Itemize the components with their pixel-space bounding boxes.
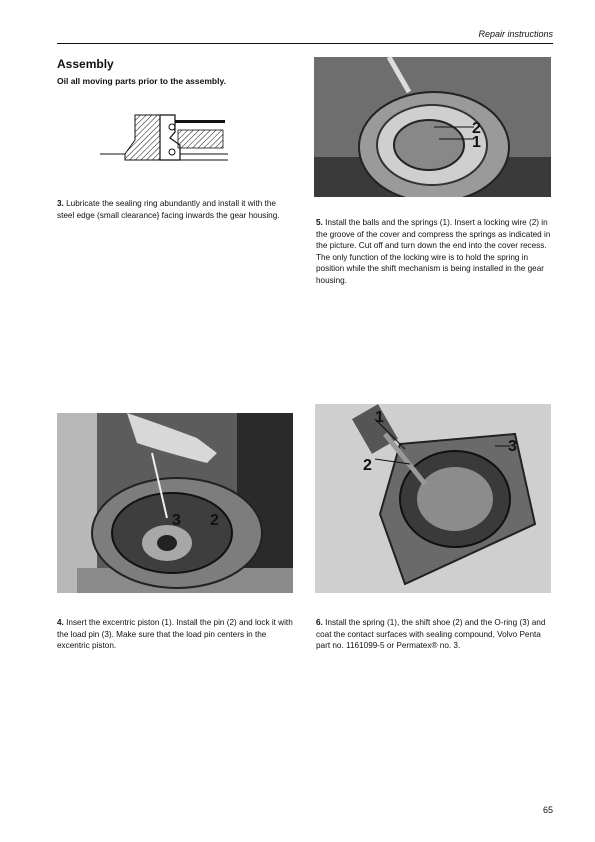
label-2: 2	[472, 120, 481, 137]
label-3: 3	[508, 438, 517, 455]
header-rule	[57, 43, 553, 44]
sealing-ring-diagram	[100, 110, 230, 170]
photo-step-4	[57, 413, 293, 593]
label-3: 3	[172, 512, 181, 529]
label-2: 2	[363, 457, 372, 474]
header-title: Repair instructions	[478, 29, 553, 39]
step-6-caption: 6. Install the spring (1), the shift shoe (2) and the O-ring (3) and coat the contact surfaces with sealing compound, Volvo Penta part no. 1161099-5 or Permatex® no. 3.	[316, 618, 546, 650]
section-subtitle: Oil all moving parts prior to the assembly.	[57, 76, 226, 86]
label-1: 1	[375, 409, 384, 426]
section-title: Assembly	[57, 57, 114, 71]
photo-step-5	[314, 57, 551, 197]
step-4-caption: 4. Insert the excentric piston (1). Install the pin (2) and lock it with the load pin (3). Make sure that the load pin centers in the excentric piston.	[57, 618, 293, 650]
step-3-caption: 3. Lubricate the sealing ring abundantly and install it with the steel edge (small clearance} facing inwards the gear housing.	[57, 199, 280, 220]
photo-step-6	[315, 404, 551, 593]
label-2: 2	[210, 512, 219, 529]
label-1: 1	[472, 134, 481, 151]
page-number: 65	[542, 805, 553, 815]
step-5-caption: 5. Install the balls and the springs (1). Insert a locking wire (2) in the groove of the cover and compress the springs as indicated in the picture. Cut off and turn down the end into the cover recess. The only function of the locking wire is to hold the spring in position while the shift mechanism is being installed in the gear housing.	[316, 218, 551, 285]
